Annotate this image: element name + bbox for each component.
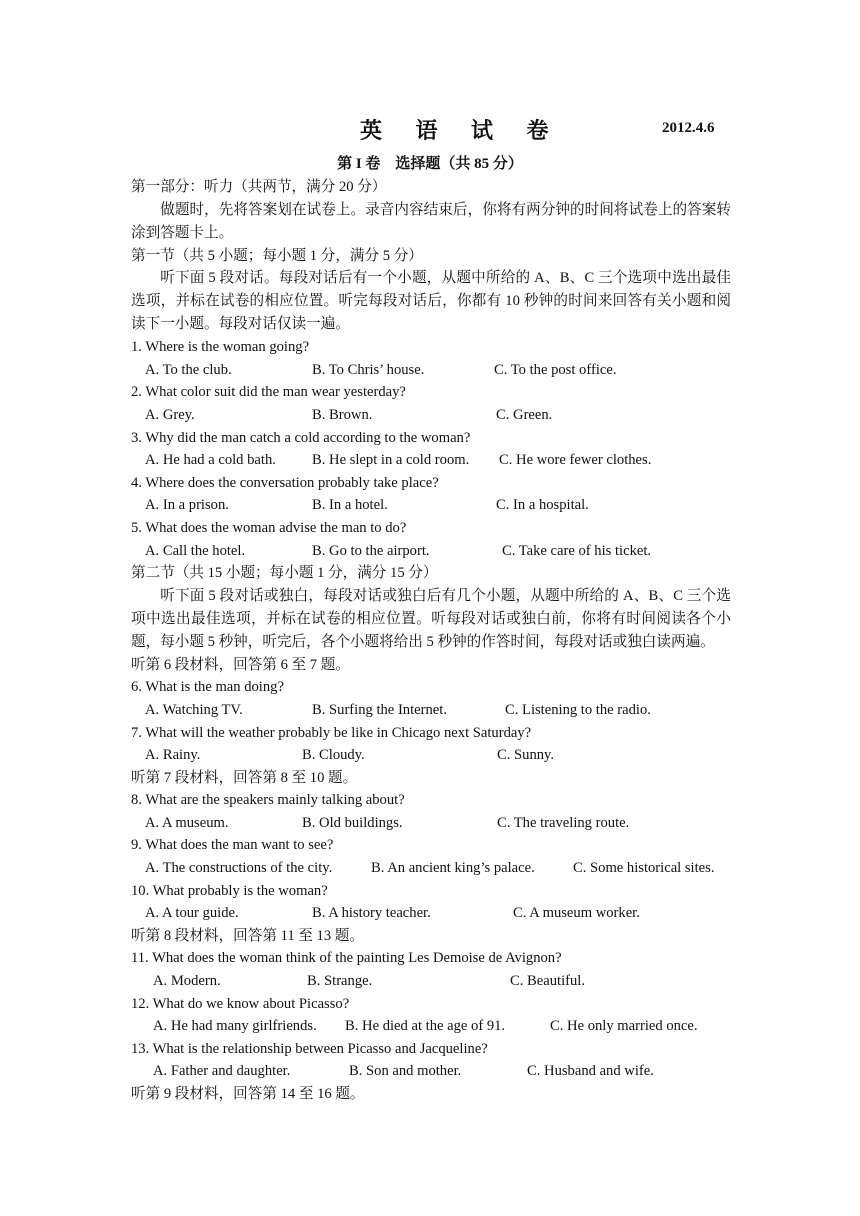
section2-heading: 第二节（共 15 小题；每小题 1 分，满分 15 分） [131, 565, 438, 582]
question-11: 11. What does the woman think of the painting Les Demoise de Avignon? [131, 950, 562, 967]
option-c: C. He only married once. [550, 1018, 698, 1035]
question-13: 13. What is the relationship between Picasso and Jacqueline? [131, 1040, 488, 1057]
question-7: 7. What will the weather probably be like in Chicago next Saturday? [131, 724, 532, 741]
exam-date: 2012.4.6 [662, 120, 715, 136]
question-9-options [131, 857, 731, 880]
material-8-note: 听第 8 段材料，回答第 11 至 13 题。 [131, 927, 364, 944]
question-3: 3. Why did the man catch a cold according to the woman? [131, 429, 471, 446]
option-b: B. Go to the airport. [312, 542, 430, 559]
option-b: B. Strange. [307, 973, 373, 990]
option-b: B. Son and mother. [349, 1063, 462, 1080]
option-b: B. A history teacher. [312, 905, 431, 922]
question-5-options [131, 540, 731, 563]
option-a: A. Watching TV. [145, 701, 243, 718]
option-a: A. Rainy. [145, 747, 201, 764]
question-1: 1. Where is the woman going? [131, 339, 310, 356]
question-2-options [131, 404, 731, 427]
option-b: B. In a hotel. [312, 497, 388, 514]
question-8: 8. What are the speakers mainly talking about? [131, 792, 405, 809]
option-c: C. A museum worker. [513, 905, 640, 922]
option-a: A. Grey. [145, 406, 195, 423]
section2-instructions: 听下面 5 段对话或独白，每段对话或独白后有几个小题，从题中所给的 A、B、C 三个选项中选出最佳选项，并标在试卷的相应位置。听每段对话或独白前，你将有时间阅读各个小题，每小题 5 秒钟，听完后，各个小题将给出 5 秒钟的作答时间，每段对话或独白读两遍。 [131, 587, 731, 650]
option-c: C. The traveling route. [497, 814, 630, 831]
question-10-options [131, 902, 731, 925]
part1-instructions: 做题时，先将答案划在试卷上。录音内容结束后，你将有两分钟的时间将试卷上的答案转涂到答题卡上。 [131, 201, 731, 241]
question-13-options [131, 1060, 731, 1083]
option-c: C. Green. [496, 406, 553, 423]
option-a: A. A tour guide. [145, 905, 239, 922]
option-c: C. Husband and wife. [527, 1063, 654, 1080]
option-a: A. A museum. [145, 814, 229, 831]
question-4: 4. Where does the conversation probably take place? [131, 474, 439, 491]
option-c: C. Listening to the radio. [505, 701, 651, 718]
option-b: B. Cloudy. [302, 747, 365, 764]
option-c: C. Take care of his ticket. [502, 542, 652, 559]
option-a: A. The constructions of the city. [145, 860, 333, 877]
option-a: A. Father and daughter. [153, 1063, 291, 1080]
question-7-options [131, 744, 731, 767]
option-b: B. Brown. [312, 406, 373, 423]
question-6-options [131, 699, 731, 722]
option-a: A. To the club. [145, 361, 232, 378]
question-4-options [131, 494, 731, 517]
option-c: C. He wore fewer clothes. [499, 452, 652, 469]
option-b: B. He died at the age of 91. [345, 1018, 506, 1035]
question-1-options [131, 359, 731, 382]
option-b: B. An ancient king’s palace. [371, 860, 535, 877]
question-11-options [131, 970, 731, 993]
question-12-options [131, 1015, 731, 1038]
question-3-options [131, 449, 731, 472]
option-c: C. Some historical sites. [573, 860, 715, 877]
option-c: C. Sunny. [497, 747, 555, 764]
section1-heading: 第一节（共 5 小题；每小题 1 分，满分 5 分） [131, 247, 423, 264]
option-a: A. He had a cold bath. [145, 452, 276, 469]
option-b: B. Old buildings. [302, 814, 403, 831]
question-2: 2. What color suit did the man wear yesterday? [131, 384, 406, 401]
option-b: B. Surfing the Internet. [312, 701, 447, 718]
material-7-note: 听第 7 段材料，回答第 8 至 10 题。 [131, 769, 358, 786]
option-b: B. To Chris’ house. [312, 361, 425, 378]
section1-instructions: 听下面 5 段对话。每段对话后有一个小题，从题中所给的 A、B、C 三个选项中选出最佳选项，并标在试卷的相应位置。听完每段对话后，你都有 10 秒钟的时间来回答有关小题和阅读下一小题。每段对话仅读一遍。 [131, 270, 731, 333]
question-9: 9. What does the man want to see? [131, 837, 334, 854]
question-5: 5. What does the woman advise the man to do? [131, 519, 407, 536]
material-9-note: 听第 9 段材料，回答第 14 至 16 题。 [131, 1086, 365, 1102]
option-b: B. He slept in a cold room. [312, 452, 470, 469]
material-6-note: 听第 6 段材料，回答第 6 至 7 题。 [131, 656, 350, 673]
option-a: A. He had many girlfriends. [153, 1018, 317, 1035]
question-6: 6. What is the man doing? [131, 679, 284, 696]
option-a: A. Modern. [153, 973, 221, 990]
exam-title: 英 语 试 卷 [360, 118, 563, 143]
option-a: A. Call the hotel. [145, 542, 246, 559]
question-10: 10. What probably is the woman? [131, 882, 328, 899]
section-title: 第 I 卷 选择题（共 85 分） [337, 156, 523, 172]
question-8-options [131, 812, 731, 835]
question-12: 12. What do we know about Picasso? [131, 995, 350, 1012]
exam-body [131, 176, 731, 1106]
option-c: C. Beautiful. [510, 973, 585, 990]
option-c: C. To the post office. [494, 361, 617, 378]
option-c: C. In a hospital. [496, 497, 589, 514]
exam-header [0, 114, 860, 144]
option-a: A. In a prison. [145, 497, 229, 514]
part1-heading: 第一部分：听力（共两节，满分 20 分） [131, 179, 387, 195]
